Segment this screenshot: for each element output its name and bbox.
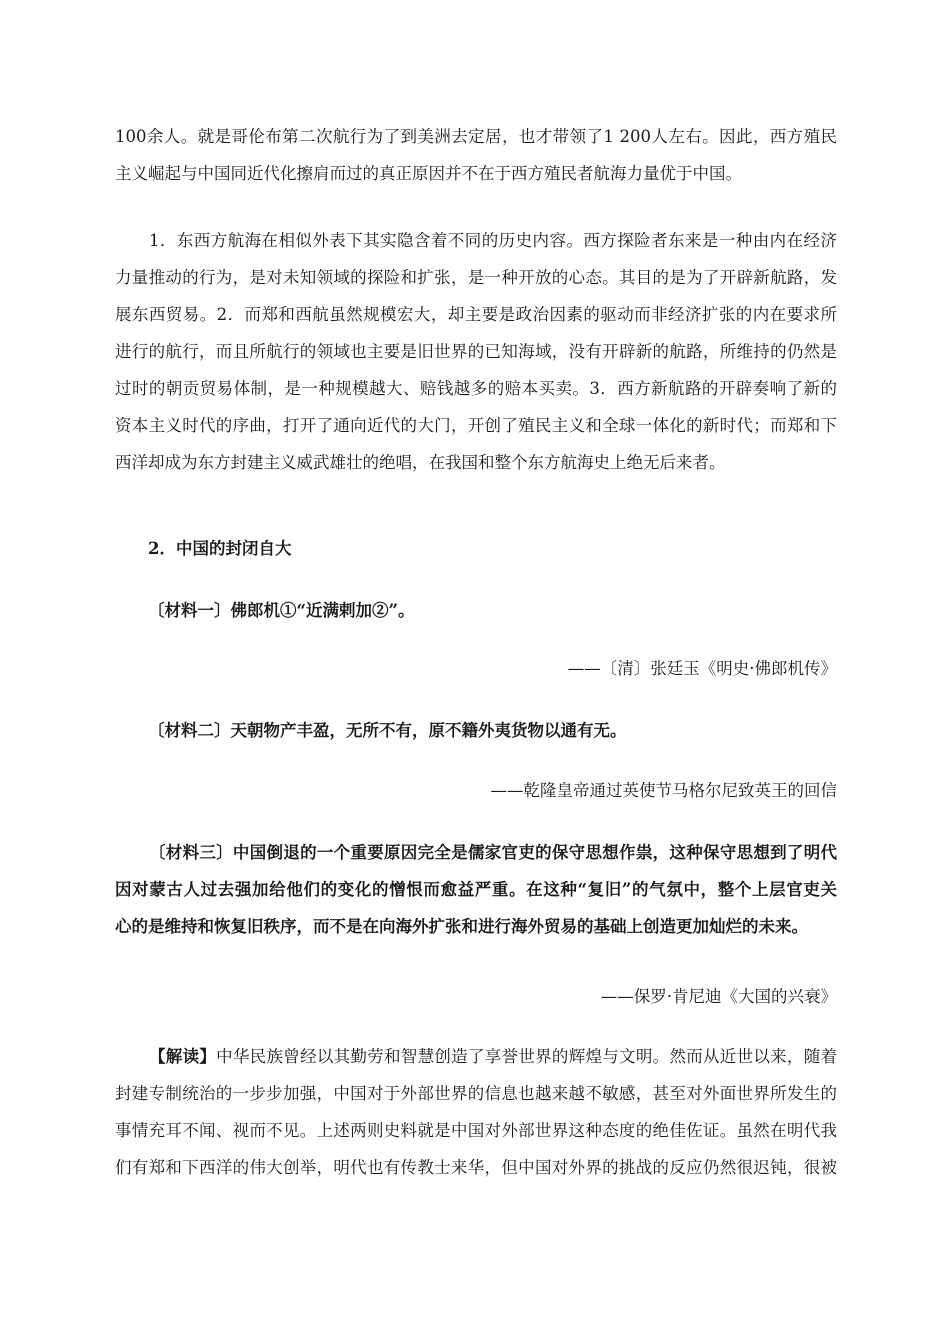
text-line: 因对蒙古人过去强加给他们的变化的憎恨而愈益严重。在这种“复旧”的气氛中，整个上层官吏关: [115, 880, 837, 899]
text-line: 事情充耳不闻、视而不见。上述两则史料就是中国对外部世界这种态度的绝佳佐证。虽然在明代我: [115, 1121, 837, 1140]
text-line: 100余人。就是哥伦布第二次航行为了到美洲去定居，也才带领了1 200人左右。因此，西方殖民: [115, 127, 837, 146]
text-line: 1．东西方航海在相似外表下其实隐含着不同的历史内容。西方探险者东来是一种由内在经济: [149, 231, 837, 250]
intro-paragraph: [115, 118, 837, 192]
interpretation-paragraph: [115, 1038, 837, 1186]
material-2-source: ——乾隆皇帝通过英使节马格尔尼致英王的回信: [490, 781, 837, 800]
material-2-text: 〔材料二〕天朝物产丰盈，无所不有，原不籍外夷货物以通有无。: [148, 721, 627, 740]
material-3-source: ——保罗·肯尼迪《大国的兴衰》: [600, 987, 837, 1006]
text-line: 主义崛起与中国同近代化擦肩而过的真正原因并不在于西方殖民者航海力量优于中国。: [115, 164, 742, 183]
text-line: 封建专制统治的一步步加强，中国对于外部世界的信息也越来越不敏感，甚至对外面世界所发生的: [115, 1084, 837, 1103]
material-3-paragraph: [115, 834, 837, 945]
text-line: 过时的朝贡贸易体制，是一种规模越大、赔钱越多的赔本买卖。3．西方新航路的开辟奏响了新的: [115, 379, 837, 398]
section-heading: 2．中国的封闭自大: [148, 539, 292, 558]
text-line: 进行的航行，而且所航行的领域也主要是旧世界的已知海域，没有开辟新的航路，所维持的仍然是: [115, 342, 837, 361]
text-line: 力量推动的行为，是对未知领域的探险和扩张，是一种开放的心态。其目的是为了开辟新航路，发: [115, 268, 837, 287]
text-line: 展东西贸易。2．而郑和西航虽然规模宏大，却主要是政治因素的驱动而非经济扩张的内在要求所: [115, 305, 837, 324]
text-line: 们有郑和下西洋的伟大创举，明代也有传教士来华，但中国对外界的挑战的反应仍然很迟钝，很被: [115, 1158, 837, 1177]
interpretation-label: 【解读】: [149, 1047, 217, 1066]
text-line: 资本主义时代的序曲，打开了通向近代的大门，开创了殖民主义和全球一体化的新时代；而郑和下: [115, 416, 837, 435]
material-1-source: ——〔清〕张廷玉《明史·佛郎机传》: [567, 659, 837, 678]
text-line: 心的是维持和恢复旧秩序，而不是在向海外扩张和进行海外贸易的基础上创造更加灿烂的未来。: [115, 917, 808, 936]
analysis-paragraph: [115, 222, 837, 481]
interpretation-first-line: 中华民族曾经以其勤劳和智慧创造了享誉世界的辉煌与文明。然而从近世以来，随着: [216, 1047, 838, 1066]
material-1-text: 〔材料一〕佛郎机①“近满剌加②”。: [148, 601, 415, 620]
text-line: [115, 1038, 837, 1075]
text-line: 〔材料三〕中国倒退的一个重要原因完全是儒家官吏的保守思想作祟，这种保守思想到了明代: [149, 843, 837, 862]
text-line: 西洋却成为东方封建主义威武雄壮的绝唱，在我国和整个东方航海史上绝无后来者。: [115, 453, 726, 472]
